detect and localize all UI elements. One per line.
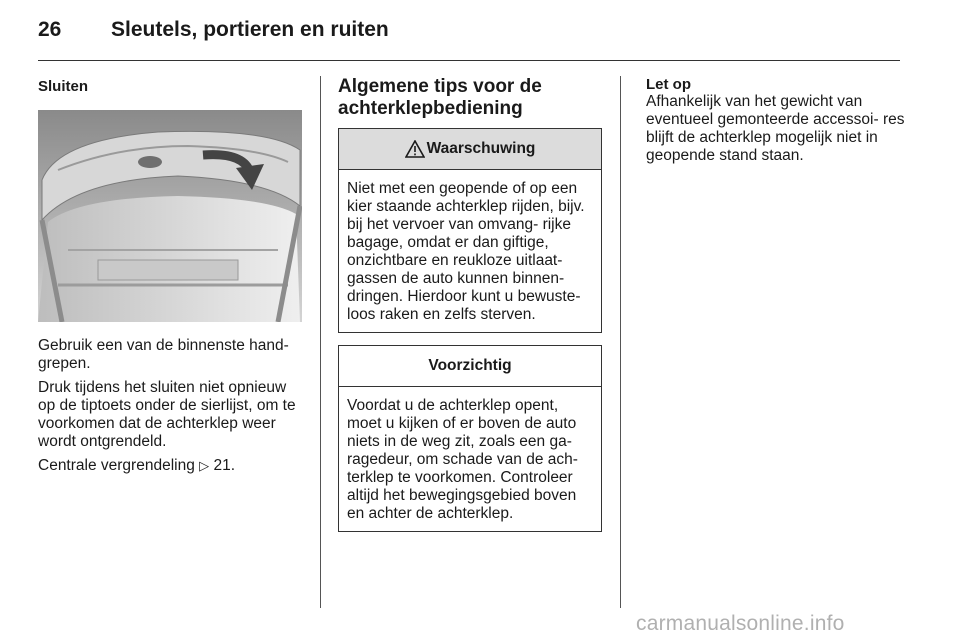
reference-central-locking[interactable] bbox=[38, 457, 304, 475]
column-middle bbox=[338, 76, 602, 544]
page-title: Sleutels, portieren en ruiten bbox=[111, 18, 389, 41]
page-number: 26 bbox=[38, 18, 62, 41]
note-text: Afhankelijk van het gewicht van eventueel gemonteerde accessoi- res blijft de achterklep mogelijk niet in geopende stand staan. bbox=[646, 93, 905, 164]
paragraph-handgrip: Gebruik een van de binnenste hand- grepen. bbox=[38, 337, 289, 372]
arrow-reference-icon: ▷ bbox=[199, 458, 210, 473]
warning-header bbox=[339, 129, 601, 170]
paragraph-tiptoets: Druk tijdens het sluiten niet opnieuw op de tiptoets onder de sierlijst, om te voorkomen dat de achterklep weer wordt ontgrendeld. bbox=[38, 379, 296, 450]
caution-box bbox=[338, 345, 602, 532]
section-heading-tips: Algemene tips voor de achterklepbediening bbox=[338, 76, 542, 119]
caution-text: Voordat u de achterklep opent, moet u kijken of er boven de auto niets in de weg zit, zoals een ga- ragedeur, om schade van de ach- terklep te voorkomen. Controleer altijd het bewegingsgebied boven en achter de achterklep. bbox=[347, 397, 578, 522]
watermark: carmanualsonline.info bbox=[636, 612, 845, 635]
warning-box bbox=[338, 128, 602, 333]
column-right bbox=[646, 76, 906, 171]
header-rule bbox=[38, 60, 900, 61]
warning-title: Waarschuwing bbox=[426, 140, 536, 157]
warning-triangle-icon bbox=[405, 140, 425, 158]
warning-text: Niet met een geopende of op een kier staande achterklep rijden, bijv. bij het vervoer van omvang- rijke bagage, omdat er dan giftige, onzichtbare en reukloze uitlaat- gassen de auto kunnen binnen- dringen. Hierdoor kunt u bewuste- loos raken en zelfs sterven. bbox=[347, 180, 585, 323]
reference-page: 21. bbox=[213, 457, 236, 474]
caution-header: Voorzichtig bbox=[339, 346, 601, 387]
section-heading-sluiten: Sluiten bbox=[38, 78, 89, 95]
column-divider-2 bbox=[620, 76, 621, 608]
reference-label: Centrale vergrendeling bbox=[38, 457, 195, 474]
page-header bbox=[38, 18, 900, 62]
column-divider-1 bbox=[320, 76, 321, 608]
tailgate-closing-illustration bbox=[38, 110, 302, 322]
column-left bbox=[38, 76, 304, 481]
note-title: Let op bbox=[646, 76, 691, 93]
